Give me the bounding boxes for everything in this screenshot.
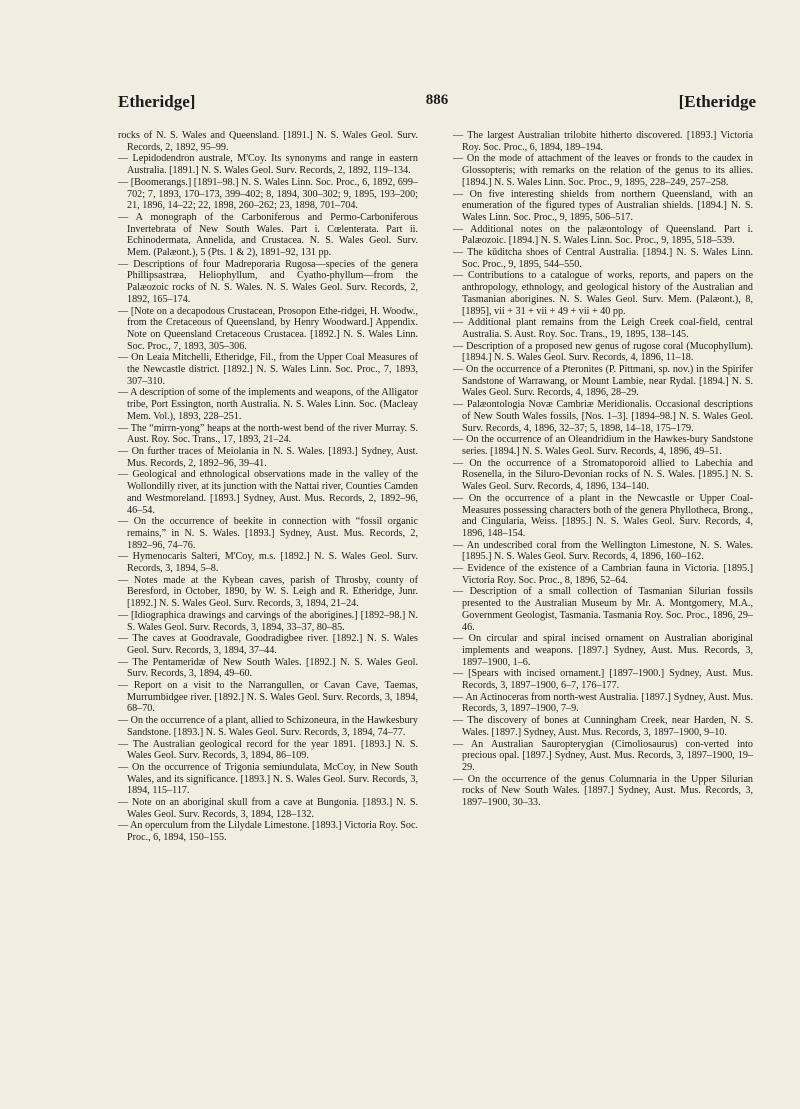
bibliography-entry: — The “mirrn-yong” heaps at the north-west bend of the river Murray. S. Aust. Roy. Soc. Trans., 17, 1893, 21–24.	[118, 422, 418, 446]
bibliography-entry: — On the mode of attachment of the leaves or fronds to the caudex in Glossopteris; with remarks on the relation of the genus to its allies. [1894.] N. S. Wales Linn. Soc. Proc., 9, 1895, 228–249, 257–258.	[453, 153, 753, 188]
bibliography-entry: — An undescribed coral from the Wellington Limestone, N. S. Wales. [1895.] N. S. Wales Geol. Surv. Records, 4, 1896, 160–162.	[453, 539, 753, 563]
page-number: 886	[425, 92, 449, 108]
bibliography-entry: — A monograph of the Carboniferous and Permo-Carboniferous Invertebrata of New South Wales. Part i. Cœlenterata. Part ii. Echinodermata, Annelida, and Crustacea. N. S. Wales Geol. Surv. Mem. (Palæont.), 5 (Pts. 1 & 2), 1891–92, 131 pp.	[118, 211, 418, 259]
bibliography-entry: rocks of N. S. Wales and Queensland. [1891.] N. S. Wales Geol. Surv. Records, 2, 1892, 95–99.	[118, 130, 418, 153]
bibliography-entry: — An Actinoceras from north-west Australia. [1897.] Sydney, Aust. Mus. Records, 3, 1897–1900, 7–9.	[453, 691, 753, 715]
bibliography-entry: — On the occurrence of an Oleandridium in the Hawkes-bury Sandstone series. [1894.] N. S. Wales Geol. Surv. Records, 4, 1896, 49–51.	[453, 434, 753, 457]
bibliography-entry: — [Idiographica drawings and carvings of the aborigines.] [1892–98.] N. S. Wales Geol. Surv. Records, 3, 1894, 33–37, 80–85.	[118, 609, 418, 633]
bibliography-entry: — The largest Australian trilobite hitherto discovered. [1893.] Victoria Roy. Soc. Proc., 6, 1894, 189–194.	[453, 130, 753, 153]
bibliography-entry: — On five interesting shields from northern Queensland, with an enumeration of the figured types of Australian shields. [1894.] N. S. Wales Linn. Soc. Proc., 9, 1895, 506–517.	[453, 188, 753, 223]
bibliography-entry: — The Australian geological record for the year 1891. [1893.] N. S. Wales Geol. Surv. Records, 3, 1894, 86–109.	[118, 738, 418, 762]
bibliography-entry: — The Pentameridæ of New South Wales. [1892.] N. S. Wales Geol. Surv. Records, 3, 1894, 49–60.	[118, 656, 418, 680]
bibliography-entry: — Descriptions of four Madreporaria Rugosa—species of the genera Phillipsastræa, Heliophyllum, and Cyatho-phyllum—from the Palæozoic rocks of N. S. Wales. N. S. Wales Geol. Surv. Records, 2, 1892, 165–174.	[118, 258, 418, 305]
bibliography-entry: — Notes made at the Kybean caves, parish of Throsby, county of Beresford, in October, 1890, by W. S. Leigh and R. Etheridge, Junr. [1892.] N. S. Wales Geol. Surv. Records, 3, 1894, 21–24.	[118, 574, 418, 610]
bibliography-entry: — On the occurrence of a Stromatoporoid allied to Labechia and Rosenella, in the Siluro-Devonian rocks of N. S. Wales. [1895.] N. S. Wales Geol. Surv. Records, 4, 1896, 134–140.	[453, 457, 753, 493]
bibliography-entry: — Description of a small collection of Tasmanian Silurian fossils presented to the Australian Museum by Mr. A. Montgomery, M.A., Government Geologist, Tasmania. Tasmania Roy. Soc. Proc., 1896, 29–46.	[453, 586, 753, 633]
bibliography-entry: — The discovery of bones at Cunningham Creek, near Harden, N. S. Wales. [1897.] Sydney, Aust. Mus. Records, 3, 1897–1900, 9–10.	[453, 715, 753, 738]
bibliography-entry: — On Leaia Mitchelli, Etheridge, Fil., from the Upper Coal Measures of the Newcastle district. [1892.] N. S. Wales Linn. Soc. Proc., 7, 1893, 307–310.	[118, 352, 418, 387]
bibliography-entry: — On circular and spiral incised ornament on Australian aboriginal implements and weapons. [1897.] Sydney, Aust. Mus. Records, 3, 1897–1900, 1–6.	[453, 633, 753, 668]
bibliography-entry: — Evidence of the existence of a Cambrian fauna in Victoria. [1895.] Victoria Roy. Soc. Proc., 8, 1896, 52–64.	[453, 563, 753, 586]
header-author-left: Etheridge]	[118, 92, 196, 111]
bibliography-entry: — On the occurrence of Trigonia semiundulata, McCoy, in New South Wales, and its significance. [1893.] N. S. Wales Geol. Surv. Records, 3, 1894, 115–117.	[118, 761, 418, 797]
bibliography-entry: — Description of a proposed new genus of rugose coral (Mucophyllum). [1894.] N. S. Wales Geol. Surv. Records, 4, 1896, 11–18.	[453, 340, 753, 364]
bibliography-entry: — On the occurrence of a Pteronites (P. Pittmani, sp. nov.) in the Spirifer Sandstone of Warrawang, or Mount Lambie, near Rydal. [1894.] N. S. Wales Geol. Surv. Records, 4, 1896, 28–29.	[453, 364, 753, 399]
bibliography-entry: — A description of some of the implements and weapons, of the Alligator tribe, Port Essington, north Australia. N. S. Wales Linn. Soc. (Macleay Mem. Vol.), 1893, 228–251.	[118, 387, 418, 422]
bibliography-entry: — Palæontologia Novæ Cambriæ Meridionalis. Occasional descriptions of New South Wales fossils, [Nos. 1–3]. [1894–98.] N. S. Wales Geol. Surv. Records, 4, 1896, 32–37; 5, 1898, 14–18, 175–179.	[453, 399, 753, 434]
bibliography-entry: — [Boomerangs.] [1891–98.] N. S. Wales Linn. Soc. Proc., 6, 1892, 699–702; 7, 1893, 170–173, 399–402; 8, 1894, 300–302; 9, 1895, 193–200; 21, 1896, 14–22; 22, 1898, 260–262; 23, 1898, 701–704.	[118, 176, 418, 212]
bibliography-entry: — An Australian Sauropterygian (Cimoliosaurus) con-verted into precious opal. [1897.] Sydney, Aust. Mus. Records, 3, 1897–1900, 19–29.	[453, 738, 753, 773]
bibliography-entry: — On further traces of Meiolania in N. S. Wales. [1893.] Sydney, Aust. Mus. Records, 2, 1892–96, 39–41.	[118, 445, 418, 469]
bibliography-entry: — On the occurrence of beekite in connection with “fossil organic remains,” in N. S. Wales. [1893.] Sydney, Aust. Mus. Records, 2, 1892–96, 74–76.	[118, 516, 418, 551]
right-column	[453, 130, 753, 809]
bibliography-entry: — Additional notes on the palæontology of Queensland. Part i. Palæozoic. [1894.] N. S. Wales Linn. Soc. Proc., 9, 1895, 518–539.	[453, 223, 753, 247]
bibliography-entry: — [Spears with incised ornament.] [1897–1900.] Sydney, Aust. Mus. Records, 3, 1897–1900, 6–7, 176–177.	[453, 668, 753, 692]
bibliography-entry: — On the occurrence of a plant, allied to Schizoneura, in the Hawkesbury Sandstone. [1893.] N. S. Wales Geol. Surv. Records, 3, 1894, 74–77.	[118, 715, 418, 738]
bibliography-entry: — The kūditcha shoes of Central Australia. [1894.] N. S. Wales Linn. Soc. Proc., 9, 1895, 544–550.	[453, 247, 753, 270]
bibliography-entry: — [Note on a decapodous Crustacean, Prosopon Ethe-ridgei, H. Woodw., from the Cretaceous of Queensland, by Henry Woodward.] Appendix. Note on Queensland Cretaceous Crustacea. [1892.] N. S. Wales Linn. Soc. Proc., 7, 1893, 305–306.	[118, 305, 418, 352]
bibliography-entry: — Note on an aboriginal skull from a cave at Bungonia. [1893.] N. S. Wales Geol. Surv. Records, 3, 1894, 128–132.	[118, 797, 418, 820]
header-author-right: [Etheridge	[678, 92, 756, 111]
running-header	[118, 92, 756, 116]
bibliography-entry: — On the occurrence of the genus Columnaria in the Upper Silurian rocks of New South Wales. [1897.] Sydney, Aust. Mus. Records, 3, 1897–1900, 30–33.	[453, 773, 753, 809]
bibliography-entry: — Geological and ethnological observations made in the valley of the Wollondilly river, at its junction with the Nattai river, Counties Camden and Westmoreland. [1893.] Sydney, Aust. Mus. Records, 2, 1892–96, 46–54.	[118, 469, 418, 516]
bibliography-entry: — Report on a visit to the Narrangullen, or Cavan Cave, Taemas, Murrumbidgee river. [1892.] N. S. Wales Geol. Surv. Records, 3, 1894, 68–70.	[118, 680, 418, 715]
bibliography-entry: — On the occurrence of a plant in the Newcastle or Upper Coal-Measures possessing characters both of the genera Phyllotheca, Brong., and Cingularia, Weiss. [1895.] N. S. Wales Geol. Surv. Records, 4, 1896, 148–154.	[453, 492, 753, 539]
bibliography-entry: — The caves at Goodravale, Goodradigbee river. [1892.] N. S. Wales Geol. Surv. Records, 3, 1894, 37–44.	[118, 633, 418, 656]
left-column	[118, 130, 418, 844]
bibliography-entry: — Contributions to a catalogue of works, reports, and papers on the anthropology, ethnology, and geological history of the Australian and Tasmanian aborigines. N. S. Wales Geol. Surv. Mem. (Palæont.), 8, [1895], vii + 31 + vii + 49 + vii + 40 pp.	[453, 270, 753, 317]
bibliography-entry: — An operculum from the Lilydale Limestone. [1893.] Victoria Roy. Soc. Proc., 6, 1894, 150–155.	[118, 820, 418, 844]
bibliography-entry: — Hymenocaris Salteri, M'Coy, m.s. [1892.] N. S. Wales Geol. Surv. Records, 3, 1894, 5–8.	[118, 551, 418, 575]
bibliography-entry: — Lepidodendron australe, M'Coy. Its synonyms and range in eastern Australia. [1891.] N. S. Wales Geol. Surv. Records, 2, 1892, 119–134.	[118, 153, 418, 177]
bibliography-entry: — Additional plant remains from the Leigh Creek coal-field, central Australia. S. Aust. Roy. Soc. Trans., 19, 1895, 138–145.	[453, 317, 753, 340]
